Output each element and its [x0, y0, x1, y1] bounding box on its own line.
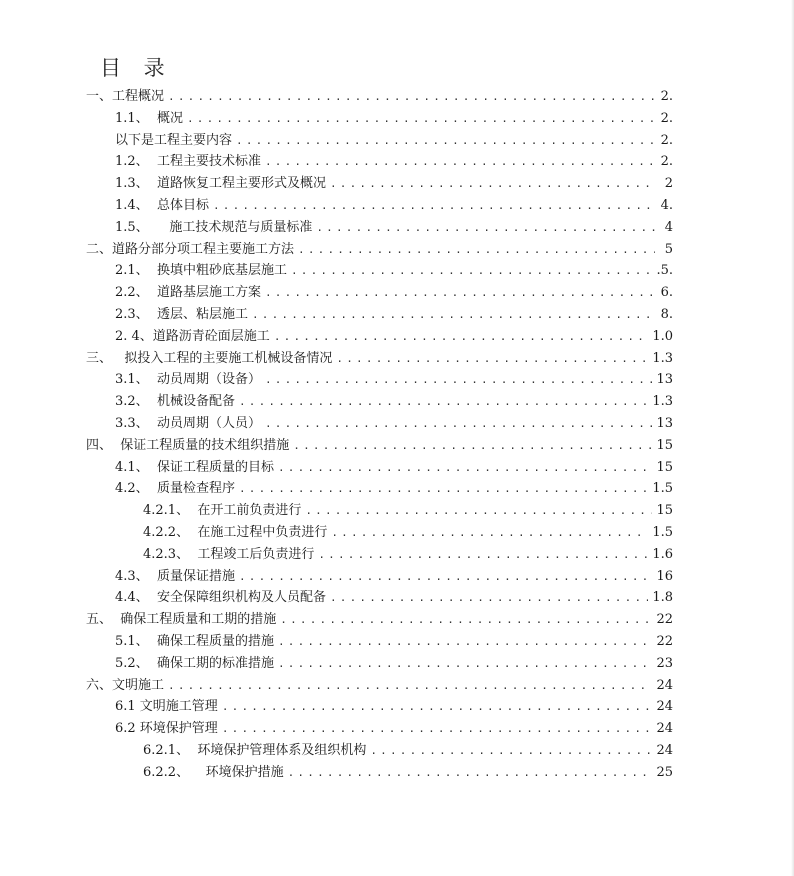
toc-dot-leader [278, 653, 653, 675]
toc-dot-leader [278, 457, 653, 479]
toc-dot-leader [331, 522, 648, 544]
toc-dot-leader [265, 151, 655, 173]
toc-entry[interactable] [0, 151, 673, 173]
toc-entry[interactable] [0, 348, 673, 370]
toc-dot-leader [239, 566, 653, 588]
page-title: 目 录 [100, 56, 173, 80]
toc-entry-label: 3.1、 动员周期（设备） [115, 372, 261, 388]
toc-entry-label: 1.4、 总体目标 [115, 197, 209, 213]
toc-entry-label: 五、 确保工程质量和工期的措施 [86, 612, 277, 628]
toc-dot-leader [318, 544, 648, 566]
toc-entry-page-number: 22 [656, 612, 673, 628]
toc-dot-leader [336, 348, 648, 370]
toc-entry[interactable] [0, 609, 673, 631]
toc-entry-page-number: 1.0 [652, 328, 673, 344]
toc-entry-page-number: 4 [664, 219, 673, 235]
toc-entry[interactable] [0, 413, 673, 435]
toc-entry-page-number: 23 [656, 655, 673, 671]
toc-entry[interactable] [0, 304, 673, 326]
toc-entry[interactable] [0, 653, 673, 675]
toc-entry[interactable] [0, 500, 673, 522]
toc-entry-label: 二、道路分部分项工程主要施工方法 [86, 241, 295, 257]
toc-entry-page-number: 24 [656, 721, 673, 737]
table-of-contents [0, 86, 794, 784]
toc-entry-page-number: 13 [656, 372, 673, 388]
toc-dot-leader [236, 130, 655, 152]
toc-entry[interactable] [0, 282, 673, 304]
toc-entry-label: 4.3、 质量保证措施 [115, 568, 235, 584]
toc-entry[interactable] [0, 566, 673, 588]
toc-dot-leader [222, 718, 653, 740]
toc-dot-leader [278, 631, 653, 653]
toc-entry[interactable] [0, 457, 673, 479]
toc-dot-leader [316, 217, 655, 239]
toc-dot-leader [274, 326, 649, 348]
toc-entry[interactable] [0, 130, 673, 152]
toc-entry[interactable] [0, 217, 673, 239]
toc-dot-leader [265, 282, 655, 304]
toc-entry[interactable] [0, 391, 673, 413]
toc-entry[interactable] [0, 239, 673, 261]
toc-entry-page-number: 24 [656, 742, 673, 758]
toc-entry-label: 4.1、 保证工程质量的目标 [115, 459, 274, 475]
toc-entry[interactable] [0, 544, 673, 566]
toc-entry[interactable] [0, 326, 673, 348]
toc-entry-label: 以下是工程主要内容 [115, 132, 233, 148]
toc-entry-label: 3.2、 机械设备配备 [115, 394, 235, 410]
toc-dot-leader [265, 369, 653, 391]
toc-entry[interactable] [0, 740, 673, 762]
toc-entry[interactable] [0, 675, 673, 697]
toc-entry-page-number: 15 [656, 459, 673, 475]
toc-dot-leader [213, 195, 655, 217]
toc-dot-leader [330, 587, 648, 609]
toc-entry-label: 5.2、 确保工期的标准措施 [115, 655, 274, 671]
toc-entry-page-number: 1.3 [652, 350, 673, 366]
toc-dot-leader [305, 500, 652, 522]
toc-entry-page-number: 24 [656, 677, 673, 693]
toc-entry-label: 6.2.1、 环境保护管理体系及组织机构 [143, 742, 367, 758]
toc-entry-label: 5.1、 确保工程质量的措施 [115, 633, 274, 649]
toc-entry-page-number: 1.5 [652, 524, 673, 540]
toc-dot-leader [222, 696, 653, 718]
toc-entry-page-number: 2. [660, 132, 673, 148]
toc-entry[interactable] [0, 631, 673, 653]
toc-entry-label: 6.1 文明施工管理 [115, 699, 218, 715]
toc-entry-page-number: 2. [660, 154, 673, 170]
toc-dot-leader [291, 260, 653, 282]
toc-entry-page-number: .5. [656, 263, 673, 279]
toc-entry-page-number: 6. [660, 285, 673, 301]
toc-entry-page-number: 1.6 [652, 546, 673, 562]
toc-entry-label: 4.2.2、 在施工过程中负责进行 [143, 524, 328, 540]
toc-dot-leader [280, 609, 652, 631]
toc-entry-page-number: 2 [664, 176, 673, 192]
toc-entry-label: 六、文明施工 [86, 677, 165, 693]
toc-entry[interactable] [0, 762, 673, 784]
toc-dot-leader [168, 86, 655, 108]
toc-dot-leader [330, 173, 655, 195]
toc-entry[interactable] [0, 108, 673, 130]
toc-entry-label: 4.4、 安全保障组织机构及人员配备 [115, 590, 326, 606]
toc-dot-leader [239, 391, 648, 413]
toc-entry[interactable] [0, 435, 673, 457]
toc-entry-page-number: 1.8 [652, 590, 673, 606]
toc-entry[interactable] [0, 587, 673, 609]
toc-entry-page-number: 8. [660, 306, 673, 322]
toc-entry-label: 2. 4、道路沥青砼面层施工 [115, 328, 270, 344]
toc-entry-page-number: 22 [656, 633, 673, 649]
toc-entry-page-number: 1.5 [652, 481, 673, 497]
toc-entry[interactable] [0, 260, 673, 282]
toc-entry-label: 一、工程概况 [86, 89, 165, 104]
toc-entry-label: 三、 拟投入工程的主要施工机械设备情况 [86, 350, 333, 366]
toc-entry-label: 4.2.3、 工程竣工后负责进行 [143, 546, 315, 562]
toc-entry[interactable] [0, 478, 673, 500]
toc-entry[interactable] [0, 696, 673, 718]
toc-entry-page-number: 15 [656, 437, 673, 453]
toc-dot-leader [293, 435, 652, 457]
toc-entry-label: 4.2.1、 在开工前负责进行 [143, 503, 302, 519]
toc-entry-label: 6.2 环境保护管理 [115, 721, 218, 737]
toc-entry-page-number: 25 [656, 764, 673, 780]
toc-entry-label: 1.2、 工程主要技术标准 [115, 154, 261, 170]
toc-dot-leader [252, 304, 655, 326]
toc-entry-label: 6.2.2、 环境保护措施 [143, 764, 284, 780]
toc-entry-page-number: 15 [656, 503, 673, 519]
toc-dot-leader [265, 413, 653, 435]
toc-dot-leader [168, 675, 652, 697]
toc-entry-page-number: 5 [664, 241, 673, 257]
toc-dot-leader [288, 762, 653, 784]
toc-entry-label: 1.1、 概况 [115, 110, 183, 126]
toc-entry[interactable] [0, 86, 673, 108]
toc-entry-page-number: 24 [656, 699, 673, 715]
toc-entry-label: 四、 保证工程质量的技术组织措施 [86, 437, 290, 453]
toc-dot-leader [239, 478, 648, 500]
toc-entry-page-number: 13 [656, 415, 673, 431]
toc-dot-leader [298, 239, 655, 261]
toc-entry-label: 3.3、 动员周期（人员） [115, 415, 261, 431]
toc-entry-page-number: 2. [660, 89, 673, 104]
toc-entry-label: 2.2、 道路基层施工方案 [115, 285, 261, 301]
toc-entry-page-number: 16 [656, 568, 673, 584]
toc-entry[interactable] [0, 718, 673, 740]
toc-entry-label: 1.5、 施工技术规范与质量标准 [115, 219, 313, 235]
toc-entry-label: 2.1、 换填中粗砂底基层施工 [115, 263, 287, 279]
toc-entry[interactable] [0, 173, 673, 195]
toc-dot-leader [370, 740, 652, 762]
toc-entry-label: 2.3、 透层、粘层施工 [115, 306, 248, 322]
toc-entry-page-number: 1.3 [652, 394, 673, 410]
toc-entry[interactable] [0, 522, 673, 544]
toc-entry-label: 4.2、 质量检查程序 [115, 481, 235, 497]
toc-dot-leader [187, 108, 655, 130]
toc-entry-page-number: 4. [660, 197, 673, 213]
toc-entry-label: 1.3、 道路恢复工程主要形式及概况 [115, 176, 326, 192]
toc-entry-page-number: 2. [660, 110, 673, 126]
toc-entry[interactable] [0, 369, 673, 391]
toc-entry[interactable] [0, 195, 673, 217]
